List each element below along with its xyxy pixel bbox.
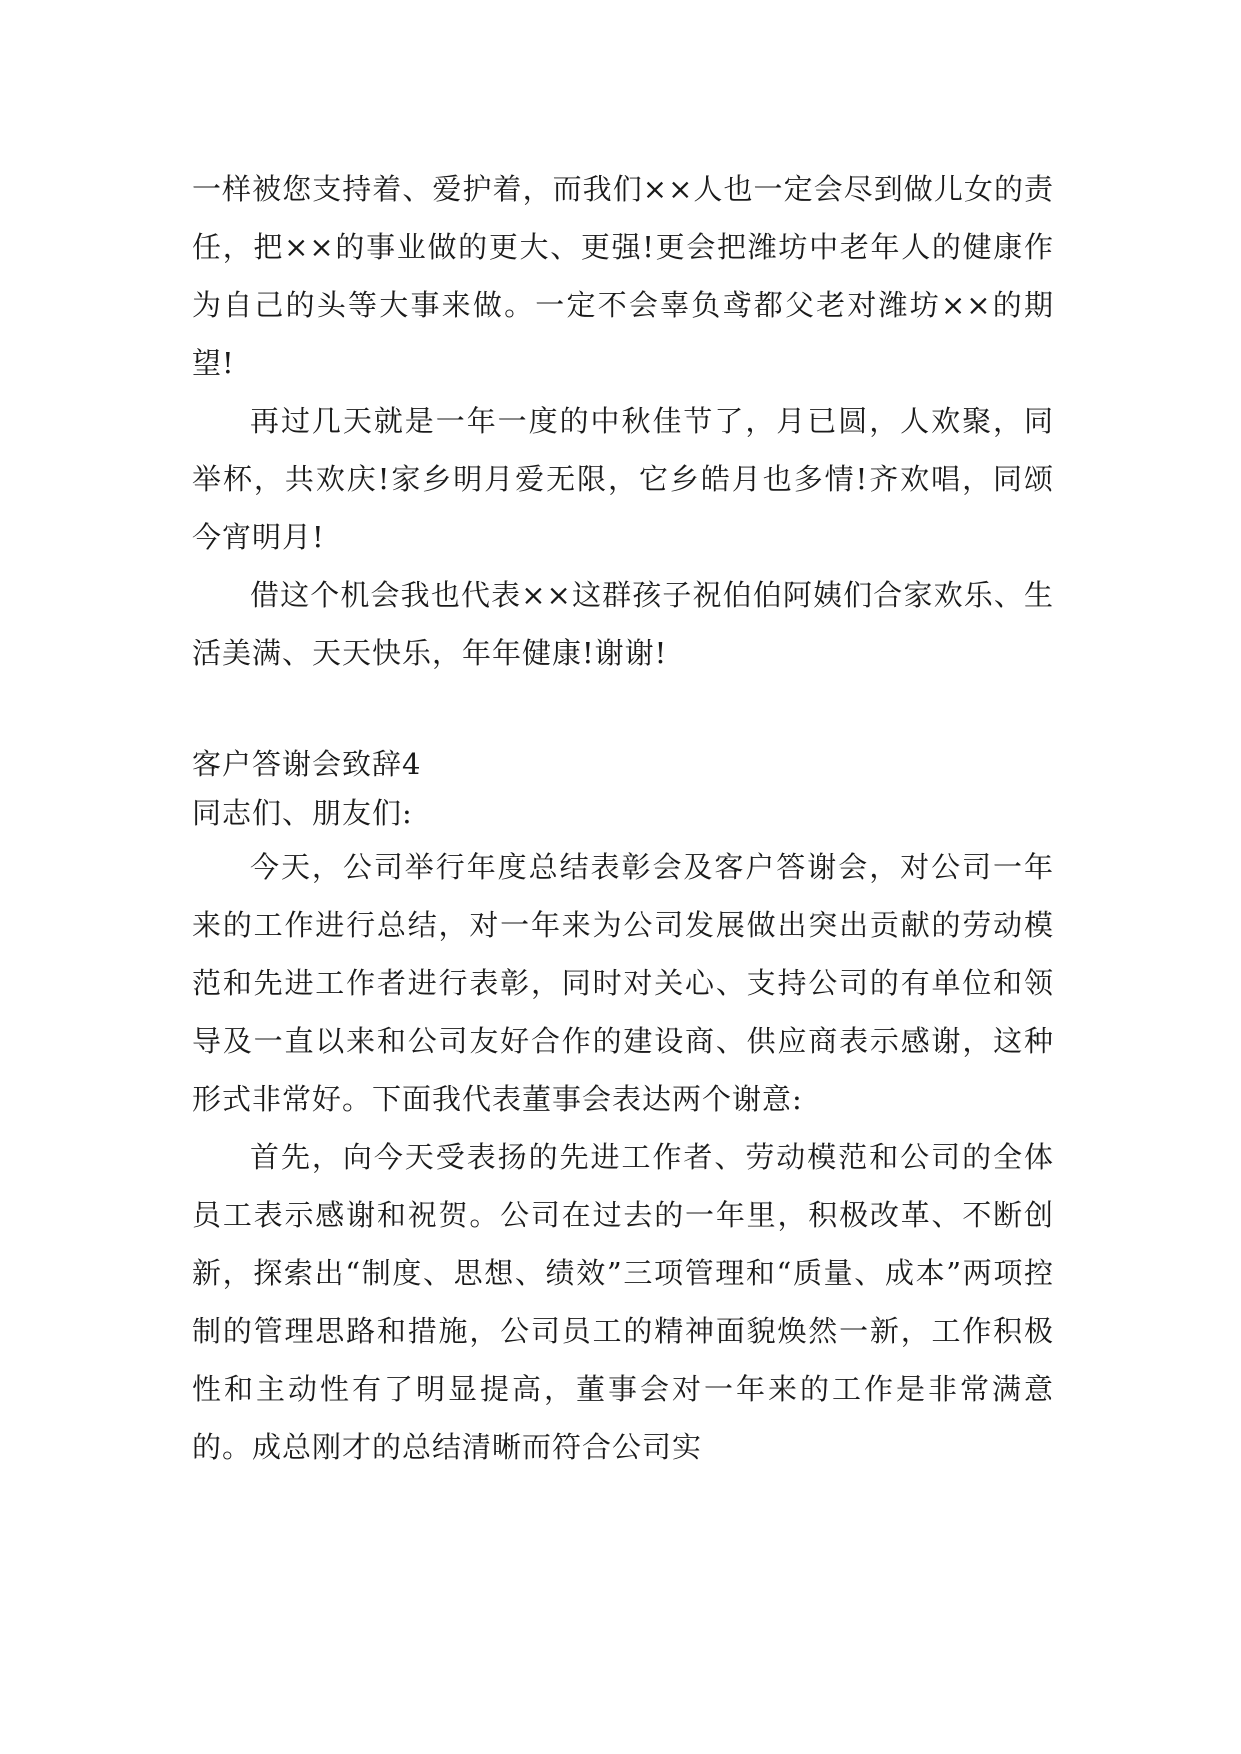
paragraph-mid-autumn: 再过几天就是一年一度的中秋佳节了，月已圆，人欢聚，同举杯，共欢庆!家乡明月爱无限，它乡皓月也多情!齐欢唱，同颂今宵明月! xyxy=(192,404,1054,554)
paragraph-wishes: 借这个机会我也代表××这群孩子祝伯伯阿姨们合家欢乐、生活美满、天天快乐，年年健康!谢谢! xyxy=(192,578,1054,670)
paragraph-intro: 今天，公司举行年度总结表彰会及客户答谢会，对公司一年来的工作进行总结，对一年来为公司发展做出突出贡献的劳动模范和先进工作者进行表彰，同时对关心、支持公司的有单位和领导及一直以来和公司友好合作的建设商、供应商表示感谢，这种形式非常好。下面我代表董事会表达两个谢意: xyxy=(192,850,1054,1116)
paragraph-thanks-first: 首先，向今天受表扬的先进工作者、劳动模范和公司的全体员工表示感谢和祝贺。公司在过去的一年里，积极改革、不断创新，探索出“制度、思想、绩效”三项管理和“质量、成本”两项控制的管理思路和措施，公司员工的精神面貌焕然一新，工作积极性和主动性有了明显提高，董事会对一年来的工作是非常满意的。成总刚才的总结清晰而符合公司实 xyxy=(192,1140,1054,1464)
document-page xyxy=(192,160,1054,1476)
section-spacer xyxy=(192,682,1054,740)
paragraph-closing-1: 一样被您支持着、爱护着，而我们××人也一定会尽到做儿女的责任，把××的事业做的更大、更强!更会把潍坊中老年人的健康作为自己的头等大事来做。一定不会辜负鸢都父老对潍坊××的期望! xyxy=(192,172,1054,380)
section-title: 客户答谢会致辞4 xyxy=(192,747,422,781)
salutation: 同志们、朋友们: xyxy=(192,796,413,830)
